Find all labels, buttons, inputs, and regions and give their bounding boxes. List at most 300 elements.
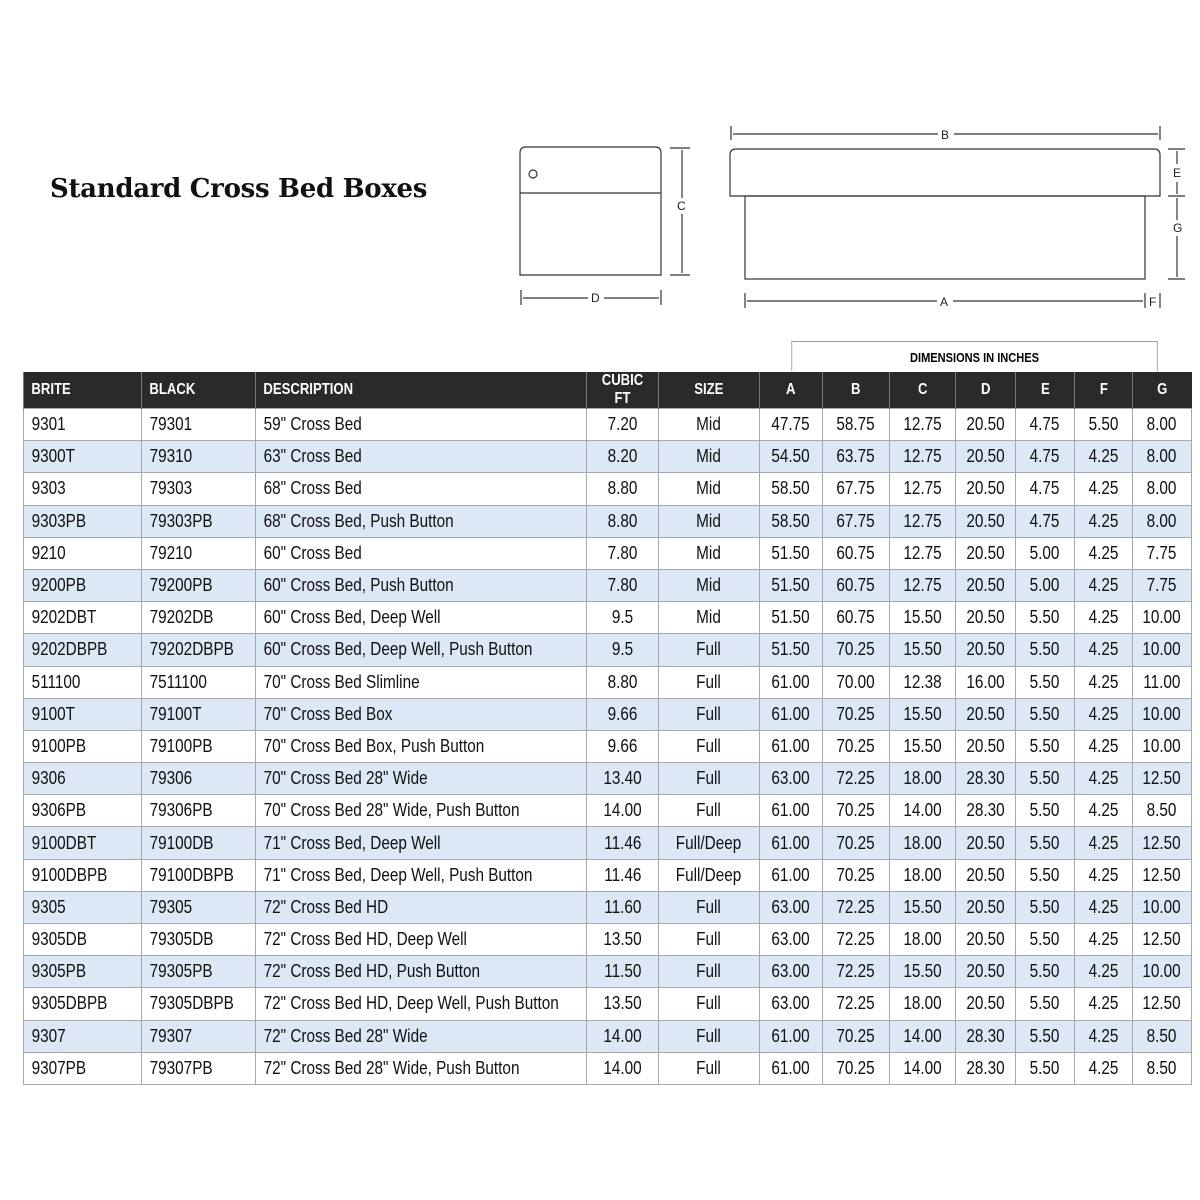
table-cell <box>256 409 587 441</box>
table-cell <box>142 473 256 505</box>
table-row <box>24 988 1192 1020</box>
cell-value: 20.50 <box>966 542 1005 563</box>
cell-value: 8.00 <box>1147 446 1177 467</box>
table-cell <box>1075 1020 1133 1052</box>
column-header-label: D <box>980 381 991 398</box>
cell-value: 79305 <box>149 896 193 917</box>
cell-value: 5.50 <box>1088 414 1119 435</box>
table-cell <box>1133 859 1192 891</box>
cell-value: 59" Cross Bed <box>263 414 362 435</box>
table-cell <box>256 763 587 795</box>
table-cell <box>760 473 823 505</box>
cell-value: Full <box>696 639 722 660</box>
table-cell <box>256 569 587 601</box>
cell-value: 28.30 <box>966 800 1005 821</box>
table-cell <box>142 924 256 956</box>
table-cell <box>956 634 1016 666</box>
table-cell <box>24 537 142 569</box>
table-row <box>24 473 1192 505</box>
table-cell <box>823 505 890 537</box>
cell-value: 70" Cross Bed 28" Wide, Push Button <box>263 800 520 821</box>
table-cell <box>760 666 823 698</box>
table-cell <box>823 763 890 795</box>
cell-value: 4.25 <box>1088 446 1119 467</box>
column-header <box>142 372 256 409</box>
table-cell <box>1133 666 1192 698</box>
table-cell <box>1016 763 1075 795</box>
cell-value: 4.25 <box>1088 961 1119 982</box>
column-header-label: BRITE <box>31 381 71 398</box>
cell-value: Full/Deep <box>676 864 742 885</box>
cell-value: 9307 <box>31 1025 66 1046</box>
table-cell <box>760 537 823 569</box>
cell-value: 511100 <box>31 671 81 692</box>
cell-value: 63.00 <box>771 993 811 1014</box>
cell-value: 4.25 <box>1088 929 1119 950</box>
cell-value: 12.50 <box>1142 864 1182 885</box>
table-row <box>24 924 1192 956</box>
cell-value: 58.75 <box>836 414 876 435</box>
table-cell <box>142 891 256 923</box>
table-cell <box>823 634 890 666</box>
table-cell <box>256 827 587 859</box>
cell-value: 11.50 <box>603 961 642 982</box>
cell-value: Mid <box>696 607 722 628</box>
cell-value: 12.50 <box>1142 768 1182 789</box>
box-dimension-diagram <box>0 0 1200 320</box>
cell-value: 61.00 <box>771 1025 811 1046</box>
cell-value: 4.25 <box>1088 478 1119 499</box>
table-cell <box>1133 956 1192 988</box>
cell-value: 70.25 <box>836 703 876 724</box>
table-cell <box>890 859 956 891</box>
table-cell <box>142 988 256 1020</box>
table-cell <box>1075 537 1133 569</box>
table-cell <box>890 924 956 956</box>
table-cell <box>1016 859 1075 891</box>
table-cell <box>1133 441 1192 473</box>
table-cell <box>1016 827 1075 859</box>
table-cell <box>1016 537 1075 569</box>
column-header-label: B <box>851 381 861 398</box>
cell-value: 4.25 <box>1088 832 1119 853</box>
table-cell <box>142 1052 256 1084</box>
column-header-label: E <box>1040 381 1050 398</box>
table-cell <box>823 1020 890 1052</box>
cell-value: 79305PB <box>149 961 213 982</box>
table-row <box>24 730 1192 762</box>
table-cell <box>1016 602 1075 634</box>
page-title: Standard Cross Bed Boxes <box>50 174 428 204</box>
cell-value: 79210 <box>149 542 193 563</box>
cell-value: 68" Cross Bed <box>263 478 362 499</box>
cell-value: Full <box>696 1057 722 1078</box>
table-cell <box>956 1052 1016 1084</box>
cell-value: 9210 <box>31 542 66 563</box>
cell-value: 4.25 <box>1088 703 1119 724</box>
table-cell <box>587 827 659 859</box>
column-header-label: A <box>786 381 796 398</box>
table-cell <box>587 698 659 730</box>
cell-value: 60" Cross Bed, Push Button <box>263 575 454 596</box>
cell-value: Mid <box>696 542 722 563</box>
table-cell <box>659 569 760 601</box>
cell-value: Mid <box>696 446 722 467</box>
table-cell <box>24 924 142 956</box>
cell-value: 79310 <box>149 446 193 467</box>
cell-value: 18.00 <box>903 929 942 950</box>
table-cell <box>890 666 956 698</box>
table-cell <box>256 924 587 956</box>
cell-value: Mid <box>696 478 722 499</box>
table-cell <box>1133 891 1192 923</box>
cell-value: 9301 <box>31 414 66 435</box>
table-cell <box>823 730 890 762</box>
column-header-label: G <box>1157 381 1168 398</box>
cell-value: 4.75 <box>1030 510 1060 531</box>
table-cell <box>587 891 659 923</box>
cell-value: 8.80 <box>607 671 638 692</box>
table-cell <box>24 730 142 762</box>
dim-label-e: E <box>1173 166 1182 180</box>
cell-value: 12.75 <box>903 414 942 435</box>
table-cell <box>256 988 587 1020</box>
table-cell <box>1133 473 1192 505</box>
cell-value: 15.50 <box>903 896 942 917</box>
table-cell <box>956 505 1016 537</box>
cell-value: 5.50 <box>1030 1025 1060 1046</box>
cell-value: 70.25 <box>836 864 876 885</box>
table-cell <box>142 634 256 666</box>
table-cell <box>890 473 956 505</box>
table-cell <box>1133 730 1192 762</box>
cell-value: 79202DB <box>149 607 214 628</box>
cell-value: 14.00 <box>903 800 942 821</box>
table-cell <box>142 569 256 601</box>
cell-value: 18.00 <box>903 864 942 885</box>
cell-value: 72" Cross Bed HD, Deep Well <box>263 929 467 950</box>
cell-value: 8.00 <box>1147 478 1177 499</box>
table-row <box>24 505 1192 537</box>
table-cell <box>1133 1052 1192 1084</box>
table-cell <box>659 409 760 441</box>
cell-value: 9.66 <box>607 735 638 756</box>
table-cell <box>1075 473 1133 505</box>
table-cell <box>1016 666 1075 698</box>
cell-value: 79202DBPB <box>149 639 234 660</box>
cell-value: 9.66 <box>607 703 638 724</box>
cell-value: 8.50 <box>1147 800 1177 821</box>
table-cell <box>823 409 890 441</box>
table-cell <box>1016 634 1075 666</box>
table-cell <box>890 1052 956 1084</box>
column-header <box>1075 372 1133 409</box>
cell-value: Full <box>696 703 722 724</box>
table-cell <box>659 924 760 956</box>
cell-value: 61.00 <box>771 735 811 756</box>
table-cell <box>659 988 760 1020</box>
cell-value: 9202DBPB <box>31 639 108 660</box>
cell-value: 8.80 <box>607 478 638 499</box>
table-cell <box>890 505 956 537</box>
cell-value: 7.80 <box>607 575 638 596</box>
table-cell <box>823 891 890 923</box>
column-header <box>587 372 659 409</box>
table-cell <box>1133 827 1192 859</box>
cell-value: 5.00 <box>1030 542 1060 563</box>
table-cell <box>24 473 142 505</box>
cell-value: 4.75 <box>1030 446 1060 467</box>
table-cell <box>1075 924 1133 956</box>
cell-value: 12.38 <box>903 671 942 692</box>
cell-value: Mid <box>696 575 722 596</box>
table-row <box>24 1052 1192 1084</box>
table-row <box>24 795 1192 827</box>
table-cell <box>760 602 823 634</box>
table-cell <box>659 698 760 730</box>
cell-value: 70.25 <box>836 735 876 756</box>
column-header-label: DESCRIPTION <box>263 381 354 398</box>
cell-value: 72.25 <box>836 929 876 950</box>
table-cell <box>659 441 760 473</box>
table-cell <box>1133 505 1192 537</box>
cell-value: 5.50 <box>1030 832 1060 853</box>
table-cell <box>890 602 956 634</box>
table-cell <box>142 441 256 473</box>
table-cell <box>142 409 256 441</box>
table-cell <box>823 602 890 634</box>
table-cell <box>956 827 1016 859</box>
table-cell <box>256 730 587 762</box>
cell-value: 10.00 <box>1142 961 1182 982</box>
table-cell <box>760 891 823 923</box>
table-cell <box>1016 924 1075 956</box>
cell-value: 79307 <box>149 1025 193 1046</box>
table-cell <box>1075 827 1133 859</box>
table-cell <box>823 827 890 859</box>
table-cell <box>956 988 1016 1020</box>
table-cell <box>1133 634 1192 666</box>
table-cell <box>760 634 823 666</box>
table-cell <box>823 569 890 601</box>
cell-value: 8.00 <box>1147 510 1177 531</box>
table-cell <box>823 956 890 988</box>
table-row <box>24 409 1192 441</box>
cell-value: 58.50 <box>771 478 811 499</box>
cell-value: Full <box>696 800 722 821</box>
table-cell <box>823 988 890 1020</box>
table-row <box>24 698 1192 730</box>
cell-value: 20.50 <box>966 639 1005 660</box>
column-header <box>890 372 956 409</box>
table-cell <box>890 634 956 666</box>
table-cell <box>1016 409 1075 441</box>
cell-value: 61.00 <box>771 864 811 885</box>
cell-value: 47.75 <box>771 414 811 435</box>
cell-value: 79100T <box>149 703 202 724</box>
cell-value: 70" Cross Bed Box, Push Button <box>263 735 485 756</box>
table-cell <box>1133 409 1192 441</box>
cell-value: 9305PB <box>31 961 87 982</box>
table-cell <box>587 666 659 698</box>
cell-value: 20.50 <box>966 993 1005 1014</box>
cell-value: 4.25 <box>1088 1025 1119 1046</box>
table-cell <box>1075 763 1133 795</box>
cell-value: 79100DB <box>149 832 214 853</box>
table-cell <box>24 602 142 634</box>
table-cell <box>256 666 587 698</box>
cell-value: 10.00 <box>1142 607 1182 628</box>
cell-value: 20.50 <box>966 896 1005 917</box>
table-cell <box>890 1020 956 1052</box>
table-cell <box>890 698 956 730</box>
table-cell <box>760 409 823 441</box>
cell-value: 7.20 <box>607 414 638 435</box>
table-cell <box>1133 924 1192 956</box>
cell-value: 14.00 <box>603 1025 642 1046</box>
cell-value: Mid <box>696 414 722 435</box>
cell-value: 10.00 <box>1142 896 1182 917</box>
table-cell <box>256 1020 587 1052</box>
table-cell <box>1133 1020 1192 1052</box>
table-cell <box>956 859 1016 891</box>
table-cell <box>760 924 823 956</box>
table-cell <box>890 763 956 795</box>
cell-value: 61.00 <box>771 800 811 821</box>
table-cell <box>24 763 142 795</box>
cell-value: 20.50 <box>966 446 1005 467</box>
cell-value: 7.75 <box>1147 542 1177 563</box>
cell-value: 18.00 <box>903 832 942 853</box>
cell-value: 4.75 <box>1030 478 1060 499</box>
column-header <box>1016 372 1075 409</box>
cell-value: 5.50 <box>1030 800 1060 821</box>
table-cell <box>1133 537 1192 569</box>
cell-value: 20.50 <box>966 961 1005 982</box>
table-cell <box>587 634 659 666</box>
cell-value: 9202DBT <box>31 607 97 628</box>
table-cell <box>24 956 142 988</box>
cell-value: 9200PB <box>31 575 87 596</box>
dim-label-c: C <box>677 199 686 213</box>
cell-value: 63.00 <box>771 961 811 982</box>
table-cell <box>659 1052 760 1084</box>
table-cell <box>142 505 256 537</box>
cell-value: 4.25 <box>1088 768 1119 789</box>
cell-value: 67.75 <box>836 478 876 499</box>
column-header-label: F <box>1099 381 1108 398</box>
table-cell <box>956 602 1016 634</box>
cell-value: 70" Cross Bed 28" Wide <box>263 768 428 789</box>
table-cell <box>659 634 760 666</box>
cell-value: 4.25 <box>1088 735 1119 756</box>
table-cell <box>956 698 1016 730</box>
table-cell <box>24 505 142 537</box>
table-cell <box>760 1052 823 1084</box>
column-header <box>256 372 587 409</box>
table-cell <box>1016 795 1075 827</box>
table-cell <box>142 956 256 988</box>
table-row <box>24 666 1192 698</box>
cell-value: 4.25 <box>1088 896 1119 917</box>
table-cell <box>24 698 142 730</box>
cell-value: 61.00 <box>771 671 811 692</box>
table-cell <box>659 730 760 762</box>
table-cell <box>1075 409 1133 441</box>
table-cell <box>823 698 890 730</box>
cell-value: 63.00 <box>771 768 811 789</box>
cell-value: 12.50 <box>1142 993 1182 1014</box>
table-cell <box>760 569 823 601</box>
specs-table <box>23 372 1192 1085</box>
cell-value: 5.50 <box>1030 607 1060 628</box>
cell-value: 72" Cross Bed HD <box>263 896 389 917</box>
table-cell <box>890 441 956 473</box>
table-cell <box>659 602 760 634</box>
table-cell <box>956 891 1016 923</box>
table-cell <box>1075 505 1133 537</box>
table-cell <box>823 666 890 698</box>
table-cell <box>956 473 1016 505</box>
table-cell <box>659 763 760 795</box>
table-cell <box>142 602 256 634</box>
cell-value: 8.20 <box>607 446 638 467</box>
table-cell <box>956 730 1016 762</box>
cell-value: 11.60 <box>603 896 642 917</box>
table-cell <box>890 827 956 859</box>
table-cell <box>760 698 823 730</box>
cell-value: 15.50 <box>903 639 942 660</box>
cell-value: 20.50 <box>966 864 1005 885</box>
cell-value: 20.50 <box>966 607 1005 628</box>
table-cell <box>760 988 823 1020</box>
cell-value: 28.30 <box>966 1057 1005 1078</box>
cell-value: 4.25 <box>1088 993 1119 1014</box>
cell-value: 61.00 <box>771 703 811 724</box>
cell-value: 9305DB <box>31 929 87 950</box>
cell-value: Full/Deep <box>676 832 742 853</box>
table-cell <box>659 956 760 988</box>
cell-value: 72" Cross Bed HD, Push Button <box>263 961 480 982</box>
cell-value: 4.25 <box>1088 671 1119 692</box>
cell-value: Mid <box>696 510 722 531</box>
cell-value: 20.50 <box>966 703 1005 724</box>
table-cell <box>1075 441 1133 473</box>
table-cell <box>1075 988 1133 1020</box>
table-cell <box>760 441 823 473</box>
table-cell <box>256 859 587 891</box>
cell-value: 71" Cross Bed, Deep Well, Push Button <box>263 864 533 885</box>
cell-value: 20.50 <box>966 414 1005 435</box>
cell-value: 9100DBT <box>31 832 97 853</box>
table-cell <box>587 409 659 441</box>
cell-value: 60.75 <box>836 575 876 596</box>
cell-value: 14.00 <box>603 1057 642 1078</box>
cell-value: 51.50 <box>771 639 811 660</box>
cell-value: 72.25 <box>836 768 876 789</box>
cell-value: 5.50 <box>1030 703 1060 724</box>
cell-value: 79303 <box>149 478 193 499</box>
table-cell <box>256 505 587 537</box>
cell-value: 20.50 <box>966 929 1005 950</box>
column-header <box>760 372 823 409</box>
cell-value: 72.25 <box>836 993 876 1014</box>
cell-value: Full <box>696 896 722 917</box>
dim-label-b: B <box>941 128 950 142</box>
cell-value: 12.75 <box>903 575 942 596</box>
table-cell <box>587 473 659 505</box>
cell-value: 9100T <box>31 703 76 724</box>
